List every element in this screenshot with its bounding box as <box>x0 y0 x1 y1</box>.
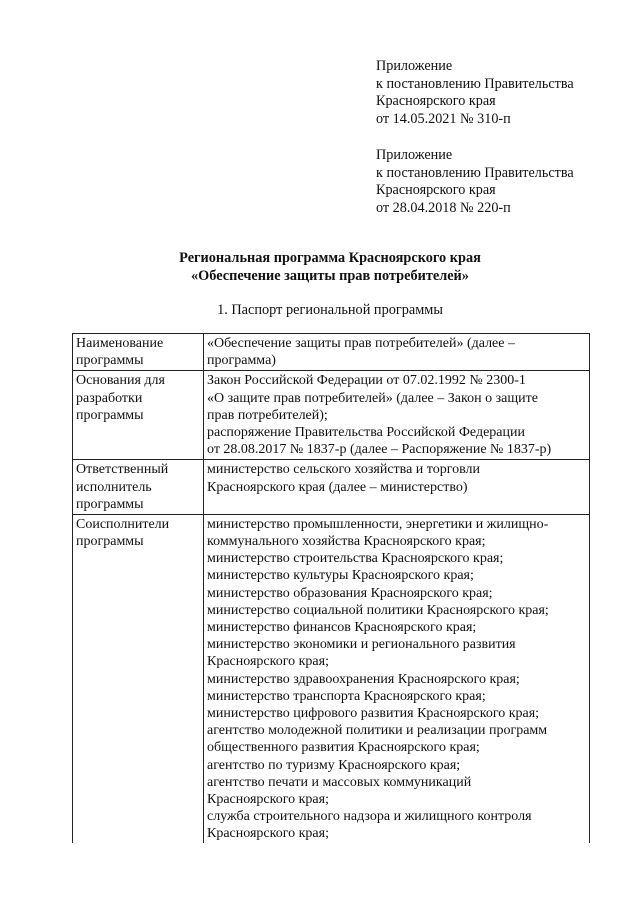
row-value-line: министерство промышленности, энергетики и жилищно- <box>207 516 549 532</box>
appendix-line: к постановлению Правительства <box>376 75 574 92</box>
row-value-line: Закон Российской Федерации от 07.02.1992 № 2300-1 <box>207 373 526 389</box>
row-value-line: агентство по туризму Красноярского края; <box>207 757 461 773</box>
row-label-line: Ответственный <box>76 462 169 478</box>
row-label-cell <box>73 334 204 371</box>
row-value-line: министерство транспорта Красноярского края; <box>207 688 486 704</box>
row-value-line: «О защите прав потребителей» (далее – Закон о защите <box>207 390 538 406</box>
row-value-line: Красноярского края; <box>207 826 329 842</box>
row-label-line: программы <box>76 496 144 512</box>
appendix-line: от 14.05.2021 № 310-п <box>376 110 511 127</box>
row-value-line: министерство строительства Красноярского края; <box>207 551 504 567</box>
appendix-block-2 <box>376 147 574 217</box>
row-label-line: Основания для <box>76 373 165 389</box>
row-label-line: программы <box>76 534 144 550</box>
appendix-line: к постановлению Правительства <box>376 164 574 181</box>
row-label-line: Наименование <box>76 336 164 351</box>
row-value-line: «Обеспечение защиты прав потребителей» (далее – <box>207 336 515 351</box>
row-value-line: агентство печати и массовых коммуникаций <box>207 774 472 790</box>
appendix-line: Приложение <box>376 58 453 74</box>
row-value-cell <box>204 334 590 371</box>
row-value-line: министерство сельского хозяйства и торговли <box>207 462 481 478</box>
passport-heading: 1. Паспорт региональной программы <box>217 302 443 318</box>
row-label-cell <box>73 371 204 460</box>
row-value-line: министерство здравоохранения Красноярского края; <box>207 671 520 687</box>
row-value-line: Красноярского края; <box>207 791 329 807</box>
row-value-line: министерство культуры Красноярского края; <box>207 568 474 584</box>
passport-table <box>72 333 590 843</box>
row-value-line: прав потребителей); <box>207 407 328 423</box>
row-label-cell <box>73 460 204 515</box>
row-value-line: Красноярского края (далее – министерство) <box>207 479 468 495</box>
row-label-line: программы <box>76 353 144 369</box>
row-value-line: коммунального хозяйства Красноярского края; <box>207 534 486 550</box>
table-row <box>73 371 590 460</box>
row-label-cell <box>73 514 204 843</box>
table-row <box>73 334 590 371</box>
row-value-line: программа) <box>207 353 276 369</box>
document-title-line-1: Региональная программа Красноярского края <box>179 250 481 266</box>
row-label-line: исполнитель <box>76 479 152 495</box>
row-value-cell <box>204 514 590 843</box>
row-value-line: министерство социальной политики Красноярского края; <box>207 602 549 618</box>
row-value-line: министерство экономики и регионального развития <box>207 637 516 653</box>
row-label-line: программы <box>76 407 144 423</box>
row-value-line: министерство образования Красноярского края; <box>207 585 493 601</box>
row-value-line: агентство молодежной политики и реализации программ <box>207 723 548 739</box>
document-title-line-2: «Обеспечение защиты прав потребителей» <box>191 268 469 284</box>
table-row <box>73 514 590 843</box>
appendix-line: Красноярского края <box>376 93 496 110</box>
table-row <box>73 460 590 515</box>
row-value-cell <box>204 460 590 515</box>
appendix-line: Красноярского края <box>376 182 496 199</box>
appendix-line: Приложение <box>376 147 453 163</box>
row-label-line: Соисполнители <box>76 516 170 532</box>
row-value-cell <box>204 371 590 460</box>
row-value-line: общественного развития Красноярского края; <box>207 740 480 756</box>
row-value-line: распоряжение Правительства Российской Федерации <box>207 424 525 440</box>
appendix-block-1 <box>376 58 574 128</box>
row-value-line: министерство финансов Красноярского края; <box>207 620 477 635</box>
appendix-line: от 28.04.2018 № 220-п <box>376 199 511 216</box>
row-value-line: министерство цифрового развития Красноярского края; <box>207 705 540 721</box>
row-value-line: от 28.08.2017 № 1837-р (далее – Распоряжение № 1837-р) <box>207 442 552 458</box>
row-value-line: служба строительного надзора и жилищного контроля <box>207 809 532 825</box>
row-label-line: разработки <box>76 390 143 406</box>
row-value-line: Красноярского края; <box>207 654 329 670</box>
